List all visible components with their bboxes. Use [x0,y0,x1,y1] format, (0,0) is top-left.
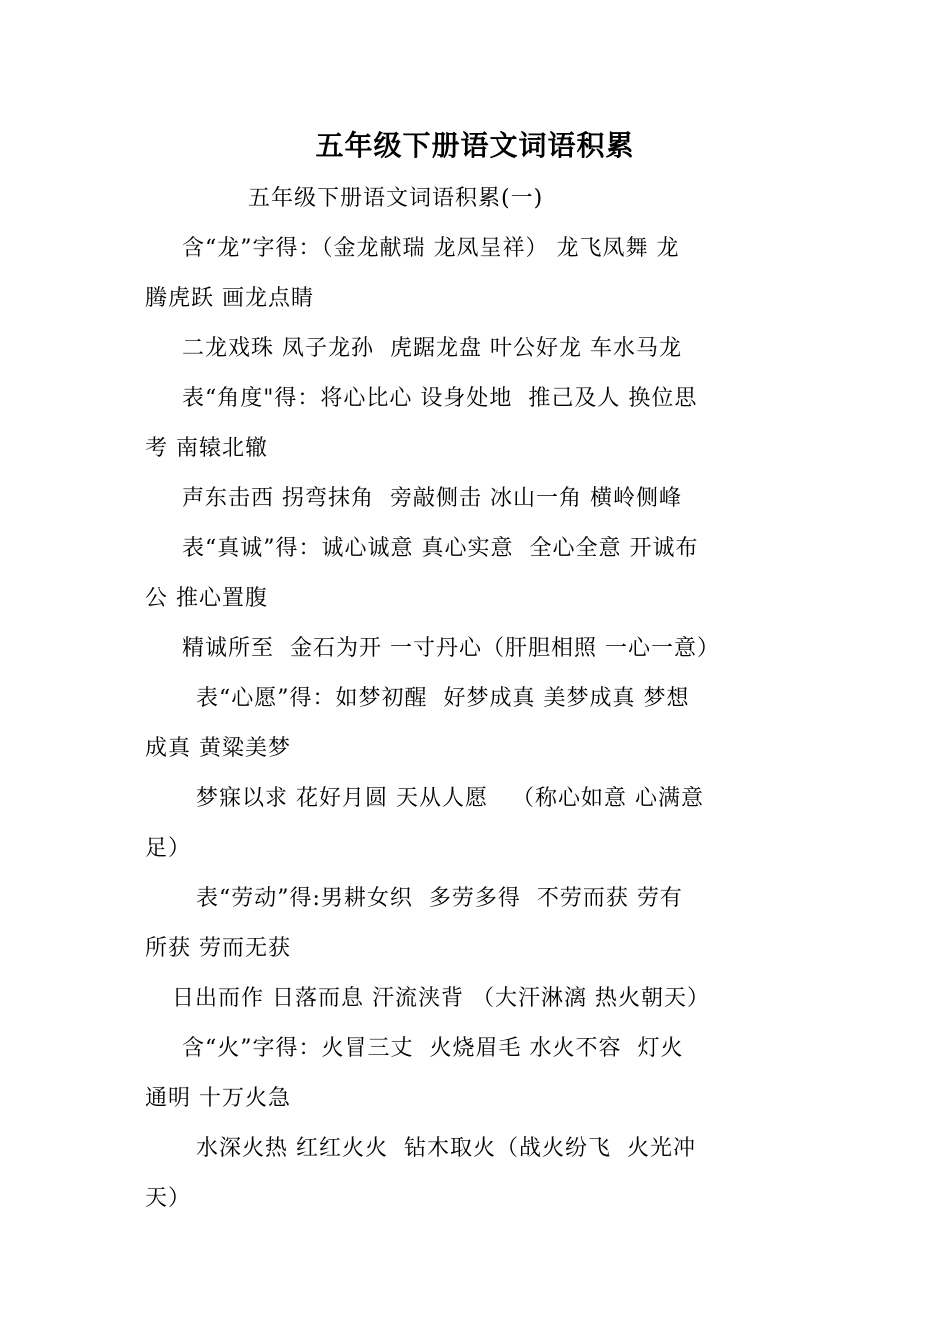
text-line: 日出而作 日落而息 汗流浃背 （大汗淋漓 热火朝天） [172,986,710,1011]
document-title: 五年级下册语文词语积累 [315,129,635,162]
text-line: 通明 十万火急 [145,1086,291,1111]
text-line: 天） [145,1186,192,1211]
text-line: 所获 劳而无获 [145,936,291,961]
text-line: 水深火热 红红火火 钻木取火（战火纷飞 火光冲 [196,1136,696,1161]
text-line: 足） [145,836,192,861]
text-line: 考 南辕北辙 [145,436,268,461]
text-line: 精诚所至 金石为开 一寸丹心（肝胆相照 一心一意） [182,636,720,661]
text-line: 表“劳动”得:男耕女织 多劳多得 不劳而获 劳有 [196,886,683,911]
text-line: 表“角度"得：将心比心 设身处地 推己及人 换位思 [182,386,698,411]
text-line: 声东击西 拐弯抹角 旁敲侧击 冰山一角 横岭侧峰 [182,486,682,511]
document-subtitle: 五年级下册语文词语积累(一) [248,186,544,211]
text-line: 含“火”字得：火冒三丈 火烧眉毛 水火不容 灯火 [182,1036,684,1061]
text-line: 二龙戏珠 凤子龙孙 虎踞龙盘 叶公好龙 车水马龙 [182,336,682,361]
text-line: 表“心愿”得：如梦初醒 好梦成真 美梦成真 梦想 [196,686,690,711]
text-line: 含“龙”字得：（金龙献瑞 龙凤呈祥） 龙飞凤舞 龙 [182,236,680,261]
text-line: 公 推心置腹 [145,586,268,611]
text-line: 表“真诚”得：诚心诚意 真心实意 全心全意 开诚布 [182,536,699,561]
text-line: 腾虎跃 画龙点睛 [145,286,314,311]
text-line: 成真 黄粱美梦 [145,736,291,761]
text-line: 梦寐以求 花好月圆 天从人愿 （称心如意 心满意 [196,786,704,811]
